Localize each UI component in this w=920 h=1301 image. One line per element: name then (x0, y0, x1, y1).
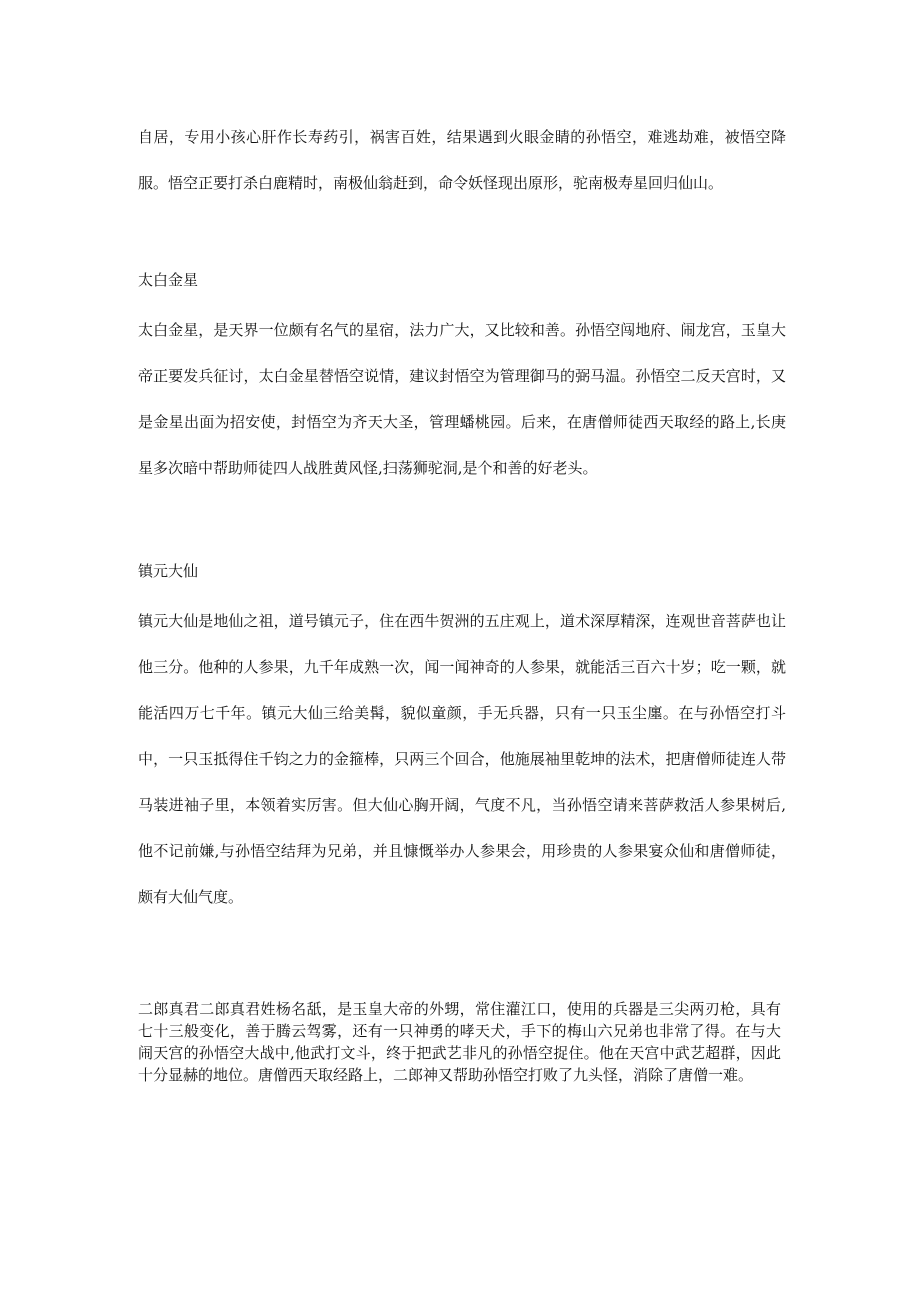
paragraph-white-deer-ending: 自居，专用小孩心肝作长寿药引，祸害百姓，结果遇到火眼金睛的孙悟空，难逃劫难，被悟空降服。悟空正要打杀白鹿精时，南极仙翁赶到，命令妖怪现出原形，驼南极寿星回归仙山。 (138, 128, 786, 192)
heading-taibai-jinxing: 太白金星 (138, 271, 199, 289)
paragraph-erlang-zhenjun: 二郎真君二郎真君姓杨名舐，是玉皇大帝的外甥，常住灌江口，使用的兵器是三尖两刃枪，具有七十三般变化，善于腾云驾雾，还有一只神勇的哮天犬，手下的梅山六兄弟也非常了得。在与大闹天宫的孙悟空大战中,他武打文斗，终于把武艺非凡的孙悟空捉住。他在天宫中武艺超群，因此十分显赫的地位。唐僧西天取经路上，二郎神又帮助孙悟空打败了九头怪，消除了唐僧一难。 (138, 1000, 781, 1084)
paragraph-zhenyuan-daxian: 镇元大仙是地仙之祖，道号镇元子，住在西牛贺洲的五庄观上，道术深厚精深，连观世音菩萨也让他三分。他种的人参果，九千年成熟一次，闻一闻神奇的人参果，就能活三百六十岁；吃一颗，就能活四万七千年。镇元大仙三给美髯，貌似童颜，手无兵器，只有一只玉尘廛。在与孙悟空打斗中，一只玉抵得住千钧之力的金箍棒，只两三个回合，他施展袖里乾坤的法术，把唐僧师徒连人带马装进袖子里，本领着实厉害。但大仙心胸开阔，气度不凡，当孙悟空请来菩萨救活人参果树后,他不记前嫌,与孙悟空结拜为兄弟，并且慷慨举办人参果会，用珍贵的人参果宴众仙和唐僧师徒，颇有大仙气度。 (138, 612, 786, 906)
paragraph-taibai-jinxing: 太白金星，是天界一位颇有名气的星宿，法力广大，又比较和善。孙悟空闯地府、闹龙宫，玉皇大帝正要发兵征讨，太白金星替悟空说情，建议封悟空为管理御马的弼马温。孙悟空二反天宫时，又是金星出面为招安使，封悟空为齐天大圣，管理蟠桃园。后来，在唐僧师徒西天取经的路上,长庚星多次暗中帮助师徒四人战胜黄风怪,扫荡狮驼洞,是个和善的好老头。 (138, 321, 786, 477)
heading-zhenyuan-daxian: 镇元大仙 (138, 562, 199, 580)
